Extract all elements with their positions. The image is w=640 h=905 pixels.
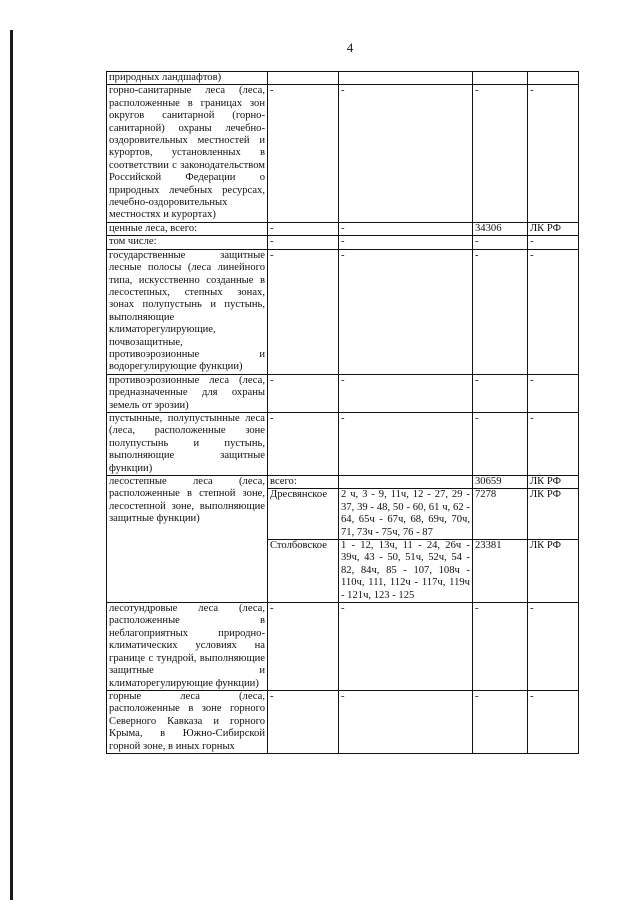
quarters-cell: - <box>339 222 473 235</box>
quarters-cell: - <box>339 412 473 475</box>
subject-cell: - <box>268 603 339 691</box>
basis-cell: - <box>528 85 579 222</box>
basis-cell: ЛК РФ <box>528 489 579 540</box>
area-cell: 34306 <box>473 222 528 235</box>
subject-cell: Дресвянское <box>268 489 339 540</box>
area-cell: - <box>473 603 528 691</box>
table-row <box>107 412 579 475</box>
table-row <box>107 249 579 374</box>
basis-cell: - <box>528 690 579 753</box>
subject-cell <box>268 72 339 85</box>
category-cell: государственные защитные лесные полосы (леса линейного типа, искусственно созданные в лесостепных, степных зонах, зонах полупустынь и пустынь, выполняющие климаторегулирующие, почвозащитные, противоэрозионные и водорегулирующие функции) <box>107 249 268 374</box>
category-cell: горно-санитарные леса (леса, расположенные в границах зон округов санитарной (горно-санитарной) охраны лечебно-оздоровительных местностей и курортов, установленных в соответствии с законодательством Российской Федерации о природных лечебных ресурсах, лечебно-оздоровительных местностях и курортах) <box>107 85 268 222</box>
category-cell: пустынные, полупустынные леса (леса, расположенные зоне полупустынь и пустынь, выполняющие защитные функции) <box>107 412 268 475</box>
area-cell: 23381 <box>473 540 528 603</box>
area-cell: - <box>473 690 528 753</box>
basis-cell <box>528 72 579 85</box>
quarters-cell: - <box>339 85 473 222</box>
quarters-cell: - <box>339 236 473 249</box>
area-cell: 7278 <box>473 489 528 540</box>
quarters-cell: - <box>339 249 473 374</box>
area-cell: - <box>473 249 528 374</box>
quarters-cell: - <box>339 374 473 412</box>
quarters-cell: - <box>339 603 473 691</box>
basis-cell: - <box>528 412 579 475</box>
subject-cell: Столбовское <box>268 540 339 603</box>
category-cell: противоэрозионные леса (леса, предназначенные для охраны земель от эрозии) <box>107 374 268 412</box>
basis-cell: - <box>528 603 579 691</box>
subject-cell: - <box>268 249 339 374</box>
category-cell: ценные леса, всего: <box>107 222 268 235</box>
subject-cell: - <box>268 236 339 249</box>
area-cell <box>473 72 528 85</box>
category-cell: лесостепные леса (леса, расположенные в степной зоне, лесостепной зоне, выполняющие защитные функции) <box>107 476 268 603</box>
area-cell: - <box>473 85 528 222</box>
table-row <box>107 603 579 691</box>
quarters-cell: - <box>339 690 473 753</box>
category-cell: горные леса (леса, расположенные в зоне горного Северного Кавказа и горного Крыма, в Южно-Сибирской горной зоне, в иных горных <box>107 690 268 753</box>
area-cell: - <box>473 412 528 475</box>
table-row <box>107 222 579 235</box>
basis-cell: ЛК РФ <box>528 222 579 235</box>
basis-cell: ЛК РФ <box>528 540 579 603</box>
subject-cell: - <box>268 85 339 222</box>
binding-line <box>10 30 13 900</box>
quarters-cell <box>339 476 473 489</box>
category-cell: лесотундровые леса (леса, расположенные в неблагоприятных природно-климатических условиях на границе с тундрой, выполняющие защитные и климаторегулирующие функции) <box>107 603 268 691</box>
quarters-cell: 1 - 12, 13ч, 11 - 24, 26ч - 39ч, 43 - 50, 51ч, 52ч, 54 - 82, 84ч, 85 - 107, 108ч - 110ч, 111, 112ч - 117ч, 119ч - 121ч, 123 - 125 <box>339 540 473 603</box>
table-row <box>107 72 579 85</box>
basis-cell: - <box>528 236 579 249</box>
subject-cell: - <box>268 222 339 235</box>
table-row <box>107 236 579 249</box>
table-row <box>107 374 579 412</box>
table-row <box>107 476 579 489</box>
area-cell: - <box>473 236 528 249</box>
table-row <box>107 85 579 222</box>
forest-protection-table <box>106 71 579 754</box>
area-cell: 30659 <box>473 476 528 489</box>
subject-cell: - <box>268 412 339 475</box>
quarters-cell <box>339 72 473 85</box>
page-number: 4 <box>346 40 354 55</box>
subject-cell: всего: <box>268 476 339 489</box>
basis-cell: - <box>528 249 579 374</box>
category-cell: природных ландшафтов) <box>107 72 268 85</box>
subject-cell: - <box>268 374 339 412</box>
category-cell: том числе: <box>107 236 268 249</box>
subject-cell: - <box>268 690 339 753</box>
basis-cell: ЛК РФ <box>528 476 579 489</box>
quarters-cell: 2 ч, 3 - 9, 11ч, 12 - 27, 29 - 37, 39 - 48, 50 - 60, 61 ч, 62 - 64, 65ч - 67ч, 68, 69ч, 70ч, 71, 73ч - 75ч, 76 - 87 <box>339 489 473 540</box>
area-cell: - <box>473 374 528 412</box>
basis-cell: - <box>528 374 579 412</box>
table-row <box>107 690 579 753</box>
